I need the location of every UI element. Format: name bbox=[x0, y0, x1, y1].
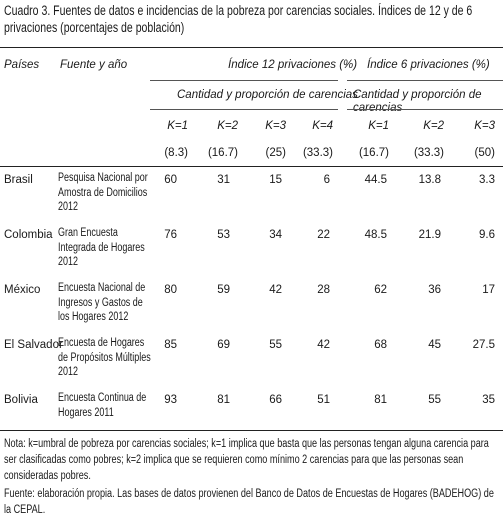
value-cell: 17 bbox=[482, 284, 495, 296]
source-name: Pesquisa Nacional por Amostra de Domicilios 2012 bbox=[58, 172, 148, 213]
sub12-rule bbox=[150, 109, 338, 110]
source-name: Encuesta de Hogares de Propósitos Múltiples 2012 bbox=[58, 337, 151, 378]
value-cell: 44.5 bbox=[364, 174, 387, 186]
k-label: K=1 bbox=[167, 120, 188, 132]
k-label: K=3 bbox=[474, 120, 495, 132]
k-proportion: (16.7) bbox=[358, 147, 389, 159]
country-name: Bolivia bbox=[4, 394, 38, 406]
source-name: Gran Encuesta Integrada de Hogares 2012 bbox=[58, 227, 145, 268]
value-cell: 45 bbox=[428, 339, 441, 351]
k-proportion: (8.3) bbox=[164, 147, 188, 159]
value-cell: 81 bbox=[374, 394, 387, 406]
value-cell: 22 bbox=[317, 229, 330, 241]
k-proportion: (33.3) bbox=[302, 147, 333, 159]
table-title: Cuadro 3. Fuentes de datos e incidencias de la pobreza por carencias sociales. Índices de 12 y de 6 privaciones (porcentajes de población) bbox=[4, 3, 473, 35]
value-cell: 76 bbox=[164, 229, 177, 241]
value-cell: 27.5 bbox=[472, 339, 495, 351]
header-index-12: Índice 12 privaciones (%) bbox=[228, 59, 358, 71]
k-label: K=2 bbox=[423, 120, 444, 132]
value-cell: 69 bbox=[217, 339, 230, 351]
value-cell: 53 bbox=[217, 229, 230, 241]
k-label: K=1 bbox=[368, 120, 389, 132]
value-cell: 35 bbox=[482, 394, 495, 406]
source-name: Encuesta Nacional de Ingresos y Gastos de los Hogares 2012 bbox=[58, 282, 146, 323]
value-cell: 80 bbox=[164, 284, 177, 296]
subheader-index-12: Cantidad y proporción de carencias bbox=[177, 89, 358, 101]
header-bottom-rule bbox=[0, 166, 503, 167]
value-cell: 85 bbox=[164, 339, 177, 351]
value-cell: 3.3 bbox=[479, 174, 495, 186]
value-cell: 28 bbox=[317, 284, 330, 296]
value-cell: 42 bbox=[269, 284, 282, 296]
value-cell: 55 bbox=[428, 394, 441, 406]
value-cell: 15 bbox=[269, 174, 282, 186]
value-cell: 21.9 bbox=[418, 229, 441, 241]
value-cell: 31 bbox=[217, 174, 230, 186]
value-cell: 59 bbox=[217, 284, 230, 296]
group6-rule bbox=[347, 80, 503, 81]
header-index-6: Índice 6 privaciones (%) bbox=[367, 59, 490, 71]
value-cell: 68 bbox=[374, 339, 387, 351]
value-cell: 6 bbox=[323, 174, 330, 186]
top-rule bbox=[0, 47, 503, 48]
k-proportion: (50) bbox=[474, 147, 495, 159]
country-name: El Salvador bbox=[4, 339, 63, 351]
value-cell: 36 bbox=[428, 284, 441, 296]
sub6-rule bbox=[347, 109, 503, 110]
k-proportion: (16.7) bbox=[207, 147, 238, 159]
value-cell: 62 bbox=[374, 284, 387, 296]
table-source: Fuente: elaboración propia. Las bases de datos provienen del Banco de Datos de Encuestas de Hogares (BADEHOG) de la CEPAL. bbox=[4, 488, 494, 516]
country-name: Brasil bbox=[4, 174, 33, 186]
subheader-index-6: Cantidad y proporción de carencias bbox=[353, 89, 482, 114]
value-cell: 51 bbox=[317, 394, 330, 406]
value-cell: 93 bbox=[164, 394, 177, 406]
value-cell: 55 bbox=[269, 339, 282, 351]
header-source: Fuente y año bbox=[60, 59, 128, 71]
k-label: K=4 bbox=[312, 120, 333, 132]
k-label: K=2 bbox=[217, 120, 238, 132]
value-cell: 66 bbox=[269, 394, 282, 406]
source-name: Encuesta Continua de Hogares 2011 bbox=[58, 392, 147, 419]
group12-rule bbox=[150, 80, 338, 81]
table-bottom-rule bbox=[0, 430, 503, 431]
header-countries: Países bbox=[4, 59, 40, 71]
k-proportion: (33.3) bbox=[413, 147, 444, 159]
value-cell: 42 bbox=[317, 339, 330, 351]
value-cell: 60 bbox=[164, 174, 177, 186]
k-label: K=3 bbox=[265, 120, 286, 132]
k-proportion: (25) bbox=[265, 147, 286, 159]
value-cell: 48.5 bbox=[364, 229, 387, 241]
value-cell: 9.6 bbox=[479, 229, 495, 241]
country-name: Colombia bbox=[4, 229, 53, 241]
value-cell: 34 bbox=[269, 229, 282, 241]
table-note: Nota: k=umbral de pobreza por carencias sociales; k=1 implica que basta que las personas tengan alguna carencia para ser clasificadas como pobres; k=2 implica que se requieren como mínimo 2 carencias para que las personas sean consideradas pobres. bbox=[4, 438, 489, 482]
country-name: México bbox=[4, 284, 41, 296]
value-cell: 81 bbox=[217, 394, 230, 406]
value-cell: 13.8 bbox=[418, 174, 441, 186]
